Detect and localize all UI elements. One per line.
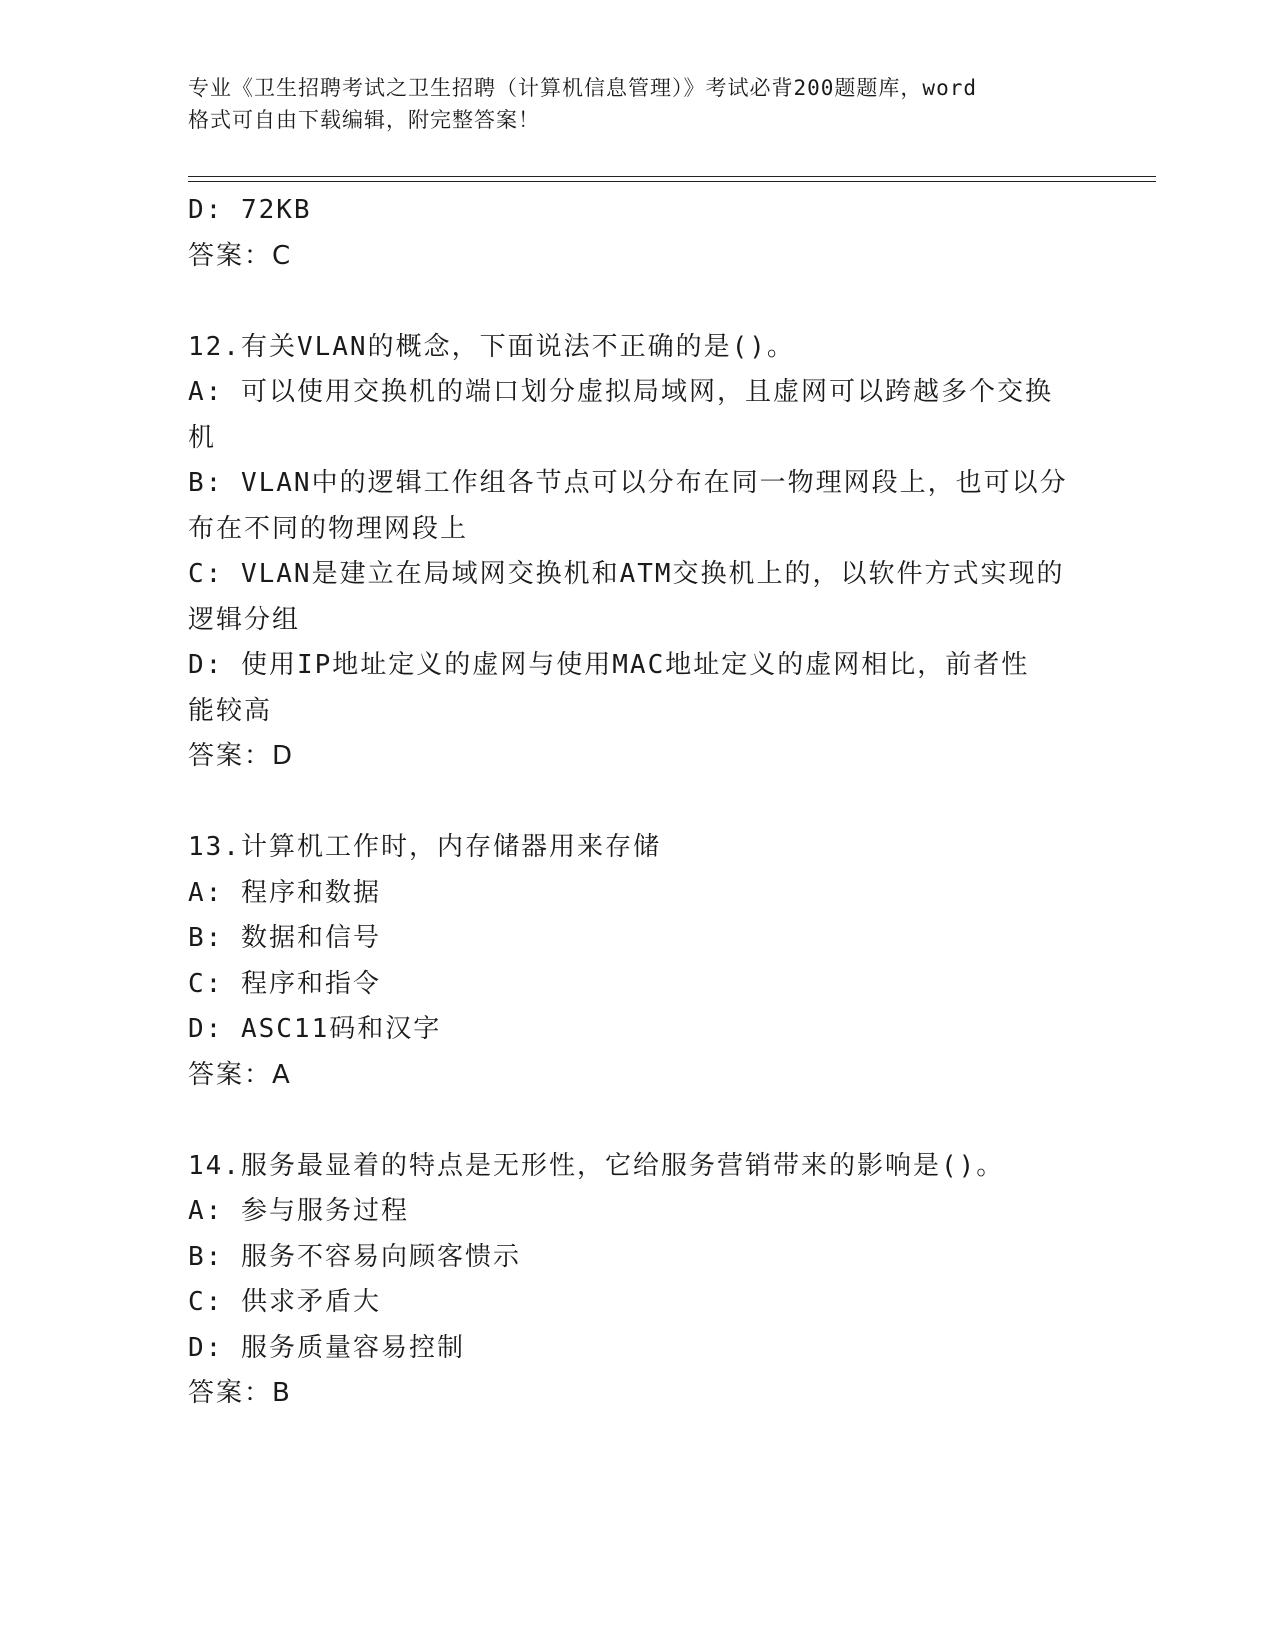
question-stem: 12.有关VLAN的概念，下面说法不正确的是()。 (188, 331, 795, 362)
answer: 答案：A (188, 1059, 292, 1090)
header-divider-bottom (188, 181, 1156, 182)
option-a: A: 程序和数据 (188, 877, 381, 908)
header-divider-top (188, 176, 1156, 177)
spacer (188, 780, 1088, 826)
spacer (188, 1098, 1088, 1144)
answer: 答案：B (188, 1378, 292, 1408)
document-header (188, 72, 1088, 136)
answer: 答案：C (188, 240, 293, 271)
question-14 (188, 1144, 1088, 1417)
document-body (188, 188, 1088, 1417)
option-d: D: ASC11码和汉字 (188, 1014, 442, 1044)
option-a: A: 参与服务过程 (188, 1196, 409, 1226)
option-b: B: VLAN中的逻辑工作组各节点可以分布在同一物理网段上，也可以分 (188, 468, 1068, 498)
option-d: D: 服务质量容易控制 (188, 1332, 465, 1363)
option-a: A: 可以使用交换机的端口划分虚拟局域网，且虚网可以跨越多个交换 (188, 377, 1053, 407)
question-stem: 14.服务最显着的特点是无形性，它给服务营销带来的影响是()。 (188, 1150, 1005, 1181)
option-b-continued: 布在不同的物理网段上 (188, 513, 469, 544)
option-b: B: 数据和信号 (188, 923, 381, 953)
option-c: C: 供求矛盾大 (188, 1287, 381, 1317)
option-d: D: 72KB (188, 195, 312, 225)
question-13 (188, 825, 1088, 1098)
header-line-2: 格式可自由下载编辑，附完整答案！ (188, 108, 540, 132)
spacer (188, 279, 1088, 325)
option-c: C: 程序和指令 (188, 968, 381, 999)
option-c-continued: 逻辑分组 (188, 604, 301, 635)
answer: 答案：D (188, 741, 295, 771)
option-b: B: 服务不容易向顾客愦示 (188, 1241, 521, 1272)
question-12 (188, 325, 1088, 780)
question-11-tail (188, 188, 1088, 279)
option-d-continued: 能较高 (188, 695, 273, 726)
header-line-1: 专业《卫生招聘考试之卫生招聘（计算机信息管理）》考试必背200题题库，word (188, 76, 977, 100)
question-stem: 13.计算机工作时，内存储器用来存储 (188, 832, 661, 862)
option-a-continued: 机 (188, 422, 217, 453)
option-d: D: 使用IP地址定义的虚网与使用MAC地址定义的虚网相比，前者性 (188, 650, 1030, 680)
option-c: C: VLAN是建立在局域网交换机和ATM交换机上的，以软件方式实现的 (188, 559, 1065, 589)
